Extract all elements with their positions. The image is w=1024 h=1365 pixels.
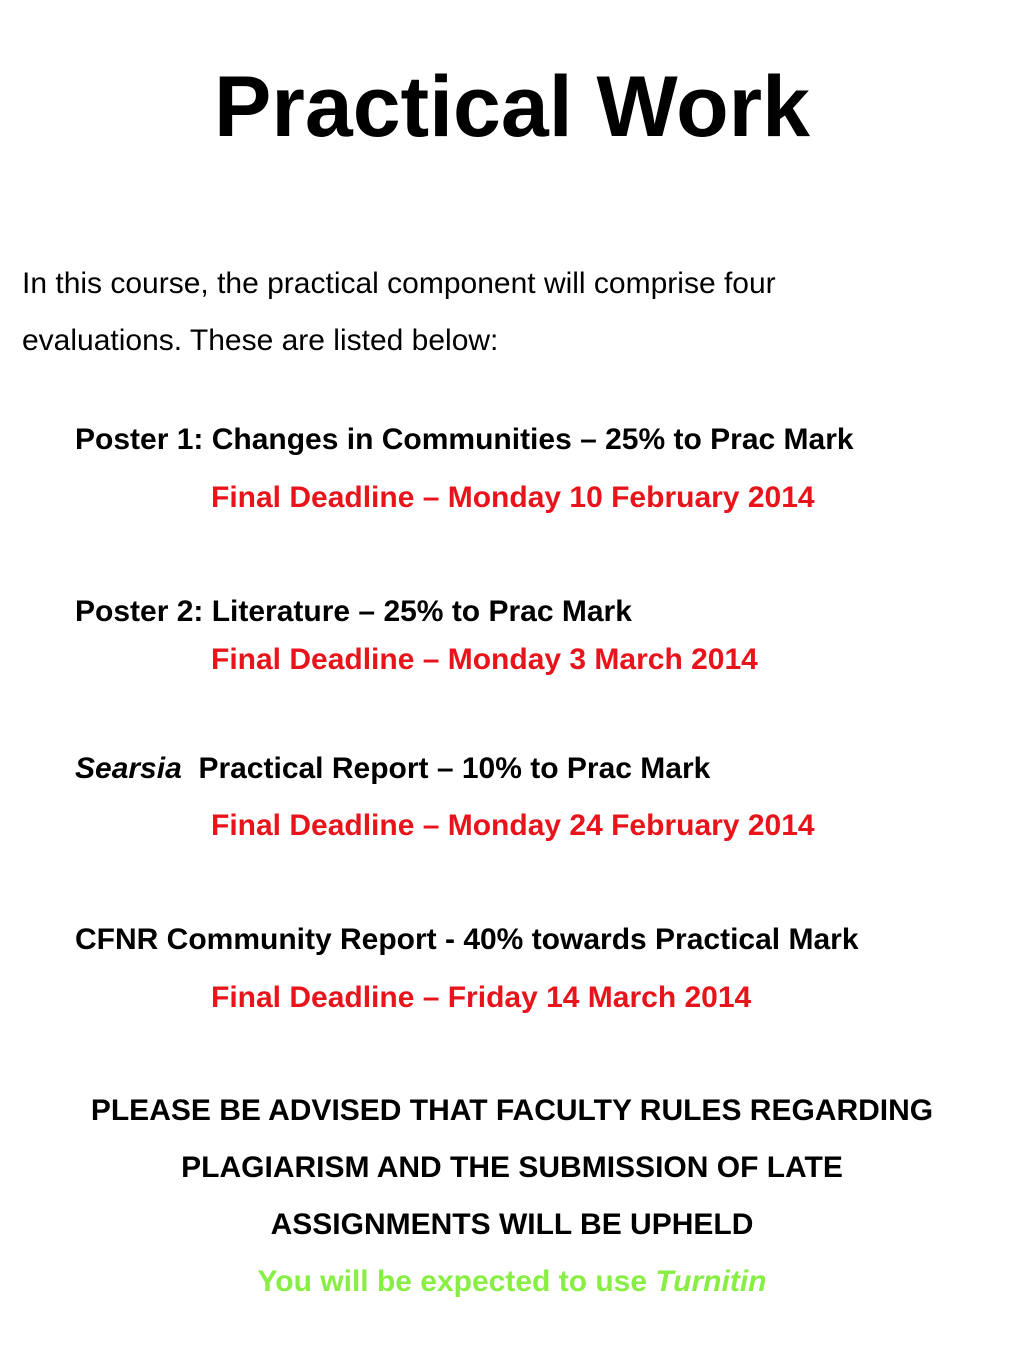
deadline-practical-report: Final Deadline – Monday 24 February 2014 <box>211 809 815 842</box>
page-title: Practical Work <box>214 59 810 155</box>
deadline-poster-1: Final Deadline – Monday 10 February 2014 <box>211 481 815 514</box>
evaluation-item-poster-2: Poster 2: Literature – 25% to Prac Mark <box>75 595 632 628</box>
evaluation-item-practical-report <box>75 751 710 787</box>
evaluation-item-practical-report-label: Practical Report – 10% to Prac Mark <box>198 752 711 785</box>
turnitin-notice <box>0 1264 1024 1300</box>
evaluation-item-poster-1: Poster 1: Changes in Communities – 25% to Prac Mark <box>75 423 854 456</box>
turnitin-notice-text: You will be expected to use <box>257 1265 648 1298</box>
deadline-community-report: Final Deadline – Friday 14 March 2014 <box>211 981 752 1014</box>
evaluation-item-community-report: CFNR Community Report - 40% towards Practical Mark <box>75 923 859 956</box>
species-name: Searsia <box>75 752 182 785</box>
warning-line-3: ASSIGNMENTS WILL BE UPHELD <box>270 1208 754 1241</box>
warning-line-2: PLAGIARISM AND THE SUBMISSION OF LATE <box>181 1151 843 1184</box>
warning-line-1: PLEASE BE ADVISED THAT FACULTY RULES REGARDING <box>90 1094 934 1127</box>
deadline-poster-2: Final Deadline – Monday 3 March 2014 <box>211 643 758 676</box>
intro-line-1: In this course, the practical component will comprise four <box>22 267 776 300</box>
intro-line-2: evaluations. These are listed below: <box>22 324 499 357</box>
turnitin-name: Turnitin <box>655 1265 767 1298</box>
